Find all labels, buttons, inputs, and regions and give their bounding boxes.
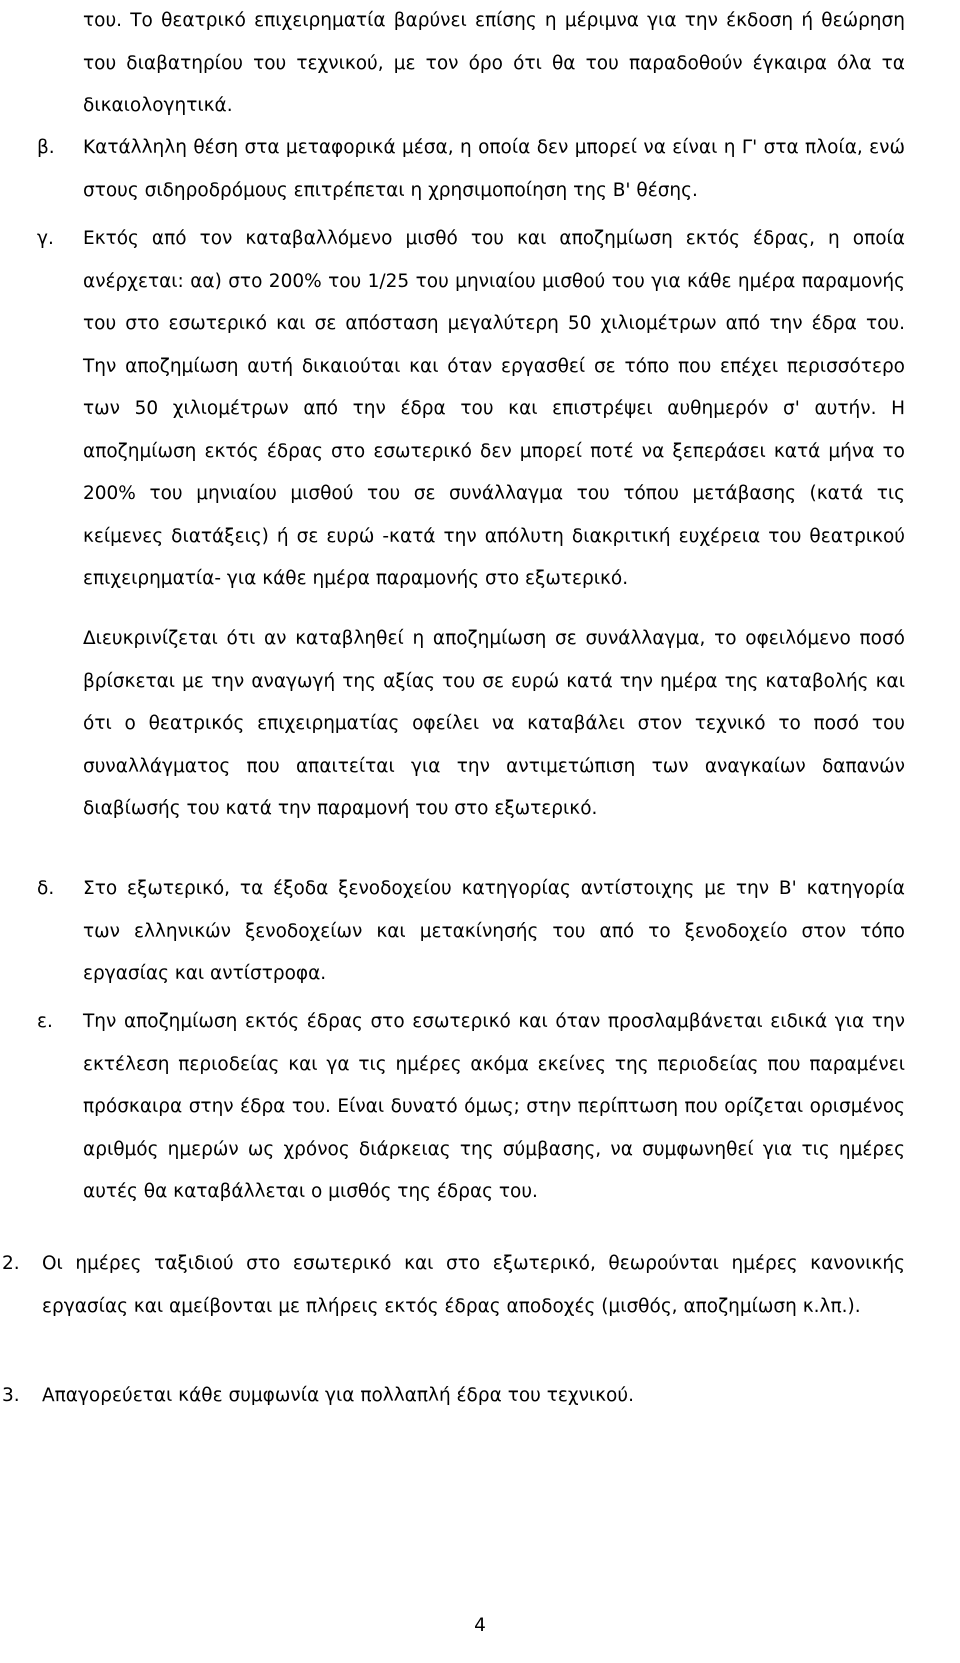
list-marker: β. [37, 137, 55, 158]
sub-item-text: Την αποζημίωση εκτός έδρας στο εσωτερικό και όταν προσλαμβάνεται ειδικά για την εκτέλεση περιοδείας και γα τις ημέρες ακόμα εκείνες της περιοδείας που παραμένει πρόσκαιρα στην έδρα του. Είναι δυνατό όμως; στην περίπτωση που ορίζεται ορισμένος αριθμός ημερών ως χρόνος διάρκειας της σύμβασης, να συμφωνηθεί για τις ημέρες αυτές θα καταβάλλεται ο μισθός της έδρας του. [83, 1011, 905, 1202]
paragraph-clarification: Διευκρινίζεται ότι αν καταβληθεί η αποζημίωση σε συνάλλαγμα, το οφειλόμενο ποσό βρίσκεται με την αναγωγή της αξίας του σε ευρώ κατά την ημέρα της καταβολής και ότι ο θεατρικός επιχειρηματίας οφείλει να καταβάλει στον τεχνικό το ποσό του συναλλάγματος που απαιτείται για την αντιμετώπιση των αναγκαίων δαπανών διαβίωσής του κατά την παραμονή του στο εξωτερικό. [83, 628, 905, 819]
numbered-item-3 [2, 1375, 905, 1418]
list-marker: ε. [37, 1011, 53, 1032]
list-marker: δ. [37, 878, 55, 899]
page-number: 4 [474, 1615, 486, 1636]
sub-item-gamma [37, 218, 905, 601]
numbered-item-2 [2, 1243, 905, 1328]
numbered-item-text: Απαγορεύεται κάθε συμφωνία για πολλαπλή έδρα του τεχνικού. [42, 1385, 634, 1406]
list-marker: 2. [2, 1253, 20, 1274]
sub-item-text: Εκτός από τον καταβαλλόμενο μισθό του και αποζημίωση εκτός έδρας, η οποία ανέρχεται: αα) στο 200% του 1/25 του μηνιαίου μισθού του για κάθε ημέρα παραμονής του στο εσωτερικό και σε απόσταση μεγαλύτερη 50 χιλιομέτρων από την έδρα του. Την αποζημίωση αυτή δικαιούται και όταν εργασθεί σε τόπο που επέχει περισσότερο των 50 χιλιομέτρων από την έδρα του και επιστρέψει αυθημερόν σ' αυτήν. Η αποζημίωση εκτός έδρας στο εσωτερικό δεν μπορεί ποτέ να ξεπεράσει κατά μήνα το 200% του μηνιαίου μισθού του σε συνάλλαγμα του τόπου μετάβασης (κατά τις κείμενες διατάξεις) ή σε ευρώ -κατά την απόλυτη διακριτική ευχέρεια του θεατρικού επιχειρηματία- για κάθε ημέρα παραμονής στο εξωτερικό. [83, 228, 905, 589]
list-marker: 3. [2, 1385, 20, 1406]
numbered-item-text: Οι ημέρες ταξιδιού στο εσωτερικό και στο εξωτερικό, θεωρούνται ημέρες κανονικής εργασίας και αμείβονται με πλήρεις εκτός έδρας αποδοχές (μισθός, αποζημίωση κ.λπ.). [42, 1253, 905, 1317]
sub-item-beta [37, 127, 905, 212]
sub-item-epsilon [37, 1001, 905, 1214]
sub-item-delta [37, 868, 905, 996]
paragraph-continuation: του. Το θεατρικό επιχειρηματία βαρύνει επίσης η μέριμνα για την έκδοση ή θεώρηση του διαβατηρίου του τεχνικού, με τον όρο ότι θα του παραδοθούν έγκαιρα όλα τα δικαιολογητικά. [83, 10, 905, 116]
sub-item-text: Κατάλληλη θέση στα μεταφορικά μέσα, η οποία δεν μπορεί να είναι η Γ' στα πλοία, ενώ στους σιδηροδρόμους επιτρέπεται η χρησιμοποίηση της Β' θέσης. [83, 137, 905, 201]
sub-item-text: Στο εξωτερικό, τα έξοδα ξενοδοχείου κατηγορίας αντίστοιχης με την Β' κατηγορία των ελληνικών ξενοδοχείων και μετακίνησής του από το ξενοδοχείο στον τόπο εργασίας και αντίστροφα. [83, 878, 905, 984]
list-marker: γ. [37, 228, 54, 249]
